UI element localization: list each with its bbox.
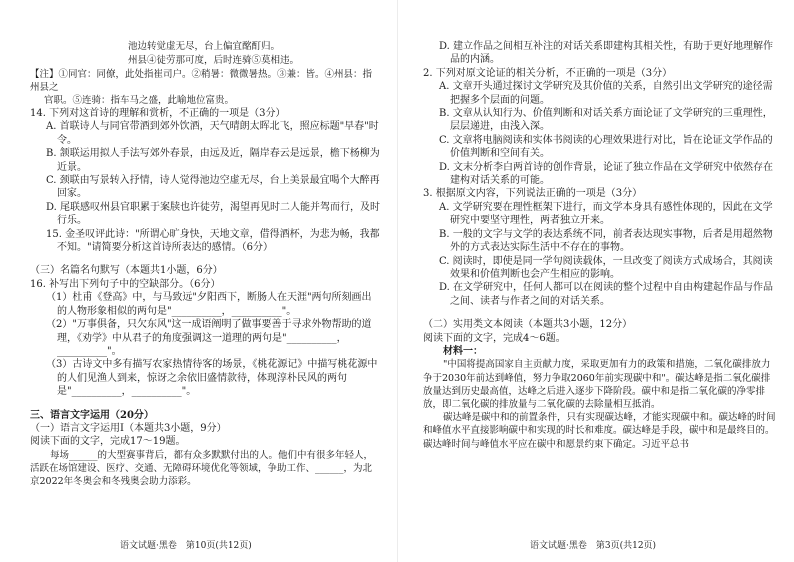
- q2-option-a: A. 文章开头通过探讨文学研究及其价值的关系，自然引出文学研究的途径需把握多个层面的问题。: [439, 81, 773, 106]
- q14-option-c: C. 颈联由写景转入抒情，诗人觉得池边空虚无尽，台上美景最宜喝个大醉再回家。: [46, 175, 380, 200]
- reading-instruction: 阅读下面的文字，完成4～6题。: [423, 332, 566, 344]
- question-15: 15. 金圣叹评此诗："所谓心旷身快，天地文章，借得酒杯，为悲为畅，我都不知。"请简要分析这首诗所表达的感情。（6分）: [46, 228, 380, 254]
- q2-option-b: B. 文章从认知行为、价值判断和对话关系方面论证了文学研究的三重理性，层层递进，由浅入深。: [439, 108, 773, 133]
- question-3-stem: 3. 根据原文内容，下列说法正确的一项是（3分）: [423, 188, 643, 200]
- material-paragraph: "中国将提高国家自主贡献力度，采取更加有力的政策和措施，二氧化碳排放力争于2030年前达到峰值，努力争取2060年前实现碳中和"。碳达峰是指二氧化碳排放量达到历史最高值，达峰之后进入逐步下降阶段。碳中和是指二氧化碳的净零排放，即二氧化碳的排放量与二氧化碳的去除量相互抵消。: [423, 359, 771, 410]
- section-heading: （二）实用类文本阅读（本题共3小题，12分）: [423, 319, 633, 331]
- poem-line: 州县④徒劳那可度，后时连骑⑤莫相违。: [128, 55, 300, 66]
- q14-option-d: D. 尾联感叹州县官职累于案牍也许徒劳，渴望再见时二人能并驾而行，及时行乐。: [46, 201, 381, 227]
- right-page: [397, 0, 794, 562]
- part-heading: 三、语言文字运用（20分）: [30, 409, 154, 421]
- q16-item-3: （3）古诗文中多有描写农家热情待客的场景，《桃花源记》中描写桃花源中的人们见渔人到来，惊讶之余依旧盛情款待，体现淳朴民风的两句是"__________，__________"。: [46, 359, 378, 398]
- q14-option-b: B. 颔联运用拟人手法写郊外春景，由远及近，隔岸春云是远景，檐下杨柳为近景。: [46, 148, 380, 173]
- material-title: 材料一：: [443, 345, 483, 357]
- question-2-stem: 2. 下列对原文论证的相关分析，不正确的一项是（3分）: [423, 67, 673, 79]
- reading-passage: 每场______的大型赛事背后，都有众多默默付出的人。他们中有很多年轻人，活跃在场馆建设、医疗、交通、无障碍环境优化等领域，争助工作、______，为北京2022年冬奥会和冬残奥会助力添彩。: [30, 449, 374, 488]
- q3-option-a: A. 文学研究要在理性框架下进行，而文学本身具有感性体现的，因此在文学研究中要坚守理性，两者独立开来。: [439, 201, 773, 227]
- poem-note: 官职。⑤连骑：指车马之盛，此喻地位富贵。: [44, 95, 235, 106]
- q3-option-c: C. 阅读时，即使是同一学句阅读载体，一旦改变了阅读方式成场合，其阅读效果和价值判断也会产生相应的影响。: [439, 255, 773, 280]
- poem-line: 池边转觉虚无尽，台上偏宜酩酊归。: [128, 41, 281, 52]
- page-footer: 语文试题·黑卷 第3页(共12页): [530, 541, 657, 551]
- q16-item-2: （2）"万事俱备，只欠东风"这一成语阐明了做事要善于寻求外物帮助的道理，《劝学》中从君子的角度强调这一道理的两句是"__________，__________"。: [46, 319, 372, 357]
- reading-instruction: 阅读下面的文字，完成17～19题。: [30, 436, 186, 448]
- page-footer: 语文试题·黑卷 第10页(共12页): [120, 541, 252, 551]
- poem-note: 【注】①同官：同僚，此处指崔司户。②稍暑：微微暑热。③兼：皆。④州县：指州县之: [30, 69, 373, 93]
- section-heading: （三）名篇名句默写（本题共1小题，6分）: [30, 265, 223, 277]
- q2-option-c: C. 文章将电脑阅读和实体书阅读的心理效果进行对比，旨在论证文学作品的价值判断和空间有关。: [439, 134, 773, 160]
- q16-item-1: （1）杜甫《登高》中，与马致远"夕阳西下，断肠人在天涯"两句所刻画出的人物形象相似的两句是"__________，__________"。: [46, 292, 372, 317]
- q3-option-d: D. 在文学研究中，任何人都可以在阅读的整个过程中自由构建起作品与作品之间、读者与作者之间的对话关系。: [439, 282, 774, 307]
- subsection-heading: （一）语言文字运用Ⅰ（本题共3小题，9分）: [30, 422, 227, 434]
- question-16-stem: 16. 补写出下列句子中的空缺部分。（6分）: [30, 278, 221, 290]
- q14-option-a: A. 首联诗人与同官带酒到郊外饮酒，天气晴朗太晖北飞，照应标题"早春"时令。: [46, 121, 379, 146]
- q1-option-d: D. 建立作品之间相互补注的对话关系即建构其相关性，有助于更好地理解作品的内涵。: [439, 41, 774, 66]
- q3-option-b: B. 一般的文字与文学的表达系统不同，前者表达现实事物，后者是用超然物外的方式表达实际生活中不存在的事物。: [439, 228, 773, 254]
- q2-option-d: D. 文末分析李白两首诗的创作背景，论证了独立作品在文学研究中依然存在建构对话关系的可能。: [439, 161, 774, 187]
- material-paragraph: 碳达峰是碳中和的前置条件，只有实现碳达峰，才能实现碳中和。碳达峰的时间和峰值水平直接影响碳中和实现的时长和难度。碳达峰是手段，碳中和是最终目的。碳达峰时间与峰值水平应在碳中和愿景约束下确定。习近平总书: [423, 412, 776, 450]
- question-14-stem: 14. 下列对这首诗的理解和赏析，不正确的一项是（3分）: [30, 108, 286, 119]
